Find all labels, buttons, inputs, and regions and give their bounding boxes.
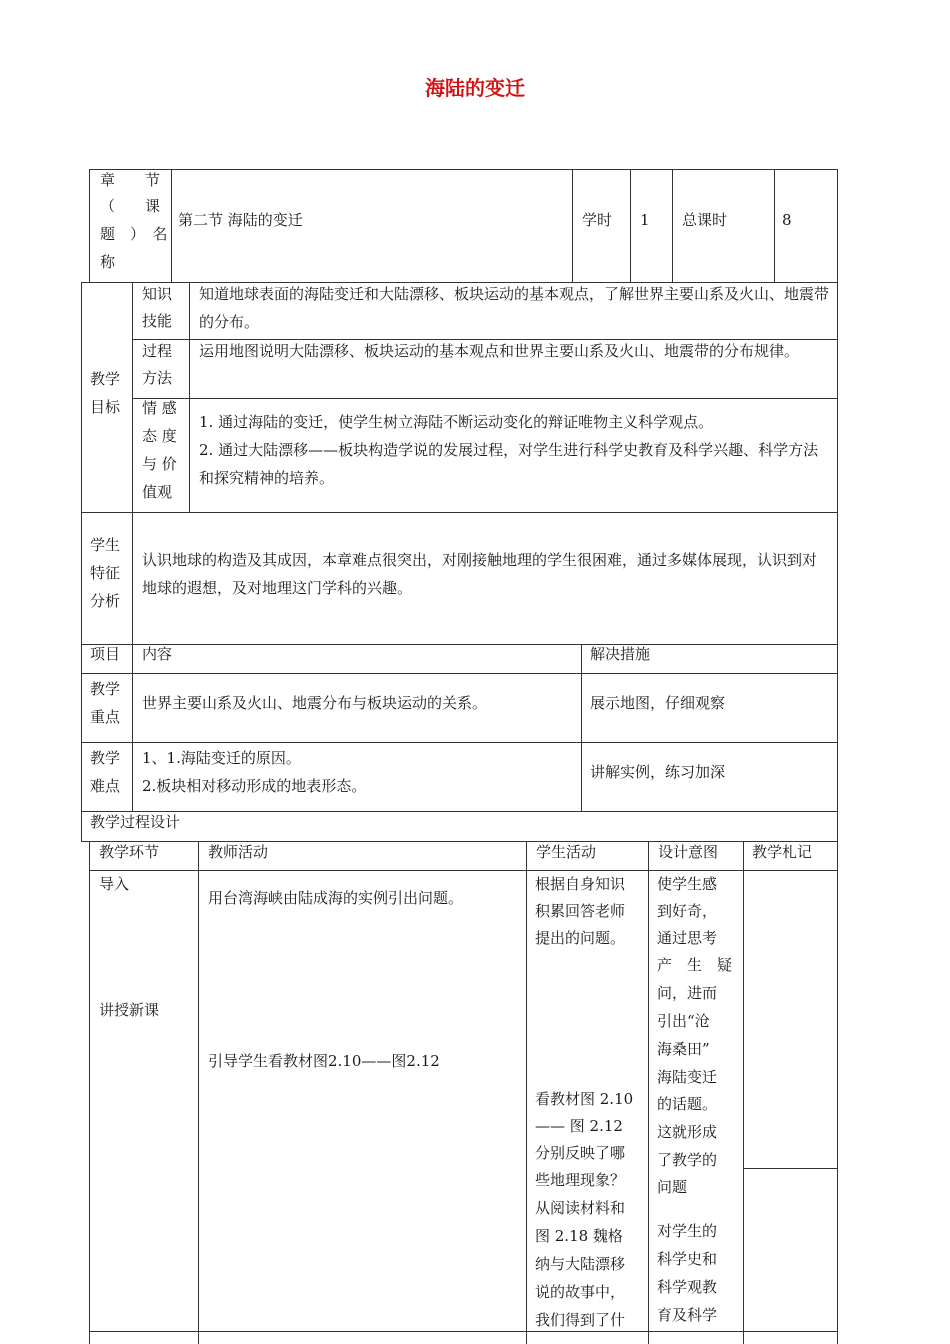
stage-new-lesson: 讲授新课	[99, 1001, 160, 1019]
process-table	[89, 841, 838, 1344]
issues-row-divider	[81, 673, 838, 674]
student-activity-line: 根据自身知识	[535, 875, 626, 893]
intent-line: 的话题。	[657, 1095, 718, 1113]
objective-method-text: 运用地图说明大陆漂移、板块运动的基本观点和世界主要山系及火山、地震带的分布规律。	[199, 342, 800, 360]
process-title-row	[81, 811, 838, 842]
header-label-line: （ 课	[100, 197, 161, 215]
intent-line: 海陆变迁	[657, 1068, 718, 1086]
student-activity-line: 些地理现象？	[535, 1171, 626, 1189]
stage-intro: 导入	[99, 875, 130, 893]
student-analysis-text: 认识地球的构造及其成因，本章难点很突出，对刚接触地理的学生很困难，通过多媒体展现，认识到对地球的遐想，及对地理这门学科的兴趣。	[142, 551, 818, 597]
difficult-point-measure: 讲解实例，练习加深	[590, 763, 726, 781]
process-col-divider	[526, 841, 527, 1344]
intent-line: 使学生感	[657, 875, 718, 893]
teacher-activity: 引导学生看教材图2.10——图2.12	[208, 1052, 440, 1070]
objective-row-divider	[133, 398, 838, 399]
student-activity-line: 纳与大陆漂移	[535, 1255, 626, 1273]
intent-line: 问题	[657, 1178, 688, 1196]
header-label-line: 题 ） 名	[100, 225, 168, 243]
objective-label-line: 情 感	[142, 399, 177, 417]
process-col-divider	[198, 841, 199, 1344]
objective-label-line: 技能	[142, 312, 173, 330]
objective-attitude-text-1: 1. 通过海陆的变迁，使学生树立海陆不断运动变化的辩证唯物主义科学观点。	[199, 413, 714, 431]
intent-line: 产 生 疑	[657, 956, 733, 974]
intent-line: 育及科学	[657, 1306, 718, 1324]
intent-line: 这就形成	[657, 1123, 718, 1141]
header-label-line: 称	[100, 253, 116, 271]
student-activity-line: —— 图 2.12	[535, 1117, 623, 1135]
intent-line: 到好奇，	[657, 902, 718, 920]
intent-line: 通过思考	[657, 929, 718, 947]
process-title: 教学过程设计	[90, 813, 181, 831]
header-label-line: 章 节	[100, 171, 161, 189]
student-label-line: 特征	[90, 564, 121, 582]
issues-header-content: 内容	[142, 645, 173, 663]
intent-line: 引出“沧	[657, 1012, 710, 1030]
intent-line: 科学观教	[657, 1278, 718, 1296]
objective-knowledge-text: 知道地球表面的海陆变迁和大陆漂移、板块运动的基本观点，了解世界主要山系及火山、地震带的分布。	[199, 285, 830, 331]
difficult-point-label-line: 教学	[90, 749, 121, 767]
objective-label-line: 过程	[142, 342, 173, 360]
intent-line: 海桑田”	[657, 1040, 710, 1058]
objective-label-line: 与 价	[142, 455, 177, 473]
student-label-line: 学生	[90, 536, 121, 554]
issues-row-divider	[81, 742, 838, 743]
intent-line: 了教学的	[657, 1151, 718, 1169]
process-header-notes: 教学札记	[752, 843, 813, 861]
process-header-intent: 设计意图	[658, 843, 719, 861]
student-activity-line: 看教材图 2.10	[535, 1090, 634, 1108]
key-point-label-line: 教学	[90, 680, 121, 698]
process-header-divider	[89, 870, 838, 871]
objective-label-line: 值观	[142, 483, 173, 501]
objective-label-line: 方法	[142, 369, 173, 387]
intent-line: 科学史和	[657, 1250, 718, 1268]
objective-label-line: 态 度	[142, 427, 177, 445]
total-hours-value: 8	[782, 211, 792, 229]
student-activity-line: 从阅读材料和	[535, 1199, 626, 1217]
student-activity-line: 分别反映了哪	[535, 1144, 626, 1162]
hours-label: 学时	[582, 211, 613, 229]
objectives-label-line: 目标	[90, 398, 121, 416]
student-activity-line: 积累回答老师	[535, 902, 626, 920]
objective-attitude-text-2: 2. 通过大陆漂移——板块构造学说的发展过程，对学生进行科学史教育及科学兴趣、科学方法和探究精神的培养。	[199, 441, 819, 487]
student-activity-line: 提出的问题。	[535, 929, 626, 947]
student-activity-line: 我们得到了什	[535, 1311, 626, 1329]
page-title: 海陆的变迁	[425, 76, 525, 100]
teacher-activity: 用台湾海峡由陆成海的实例引出问题。	[208, 889, 464, 907]
objective-label-line: 知识	[142, 285, 173, 303]
key-point-label-line: 重点	[90, 708, 121, 726]
process-header-student: 学生活动	[536, 843, 597, 861]
process-col-divider	[648, 841, 649, 1344]
intent-line: 问，进而	[657, 984, 718, 1002]
total-hours-label: 总课时	[682, 211, 728, 229]
chapter-name: 第二节 海陆的变迁	[178, 211, 303, 229]
key-point-measure: 展示地图，仔细观察	[590, 694, 726, 712]
hours-value: 1	[640, 211, 650, 229]
difficult-point-content-line: 2.板块相对移动形成的地表形态。	[142, 777, 367, 795]
process-header-teacher: 教师活动	[208, 843, 269, 861]
student-activity-line: 说的故事中，	[535, 1283, 626, 1301]
student-activity-line: 图 2.18 魏格	[535, 1227, 623, 1245]
notes-cell-divider	[743, 1168, 838, 1169]
page-bottom-line	[89, 1331, 838, 1332]
intent-line: 对学生的	[657, 1222, 718, 1240]
key-point-content: 世界主要山系及火山、地震分布与板块运动的关系。	[142, 694, 488, 712]
process-col-divider	[743, 841, 744, 1344]
process-header-stage: 教学环节	[99, 843, 160, 861]
difficult-point-label-line: 难点	[90, 777, 121, 795]
issues-header-measure: 解决措施	[590, 645, 651, 663]
issues-header-item: 项目	[90, 645, 121, 663]
objectives-label-line: 教学	[90, 370, 121, 388]
difficult-point-content-line: 1、1.海陆变迁的原因。	[142, 749, 301, 767]
issues-measure-col	[581, 644, 582, 812]
student-label-line: 分析	[90, 592, 121, 610]
